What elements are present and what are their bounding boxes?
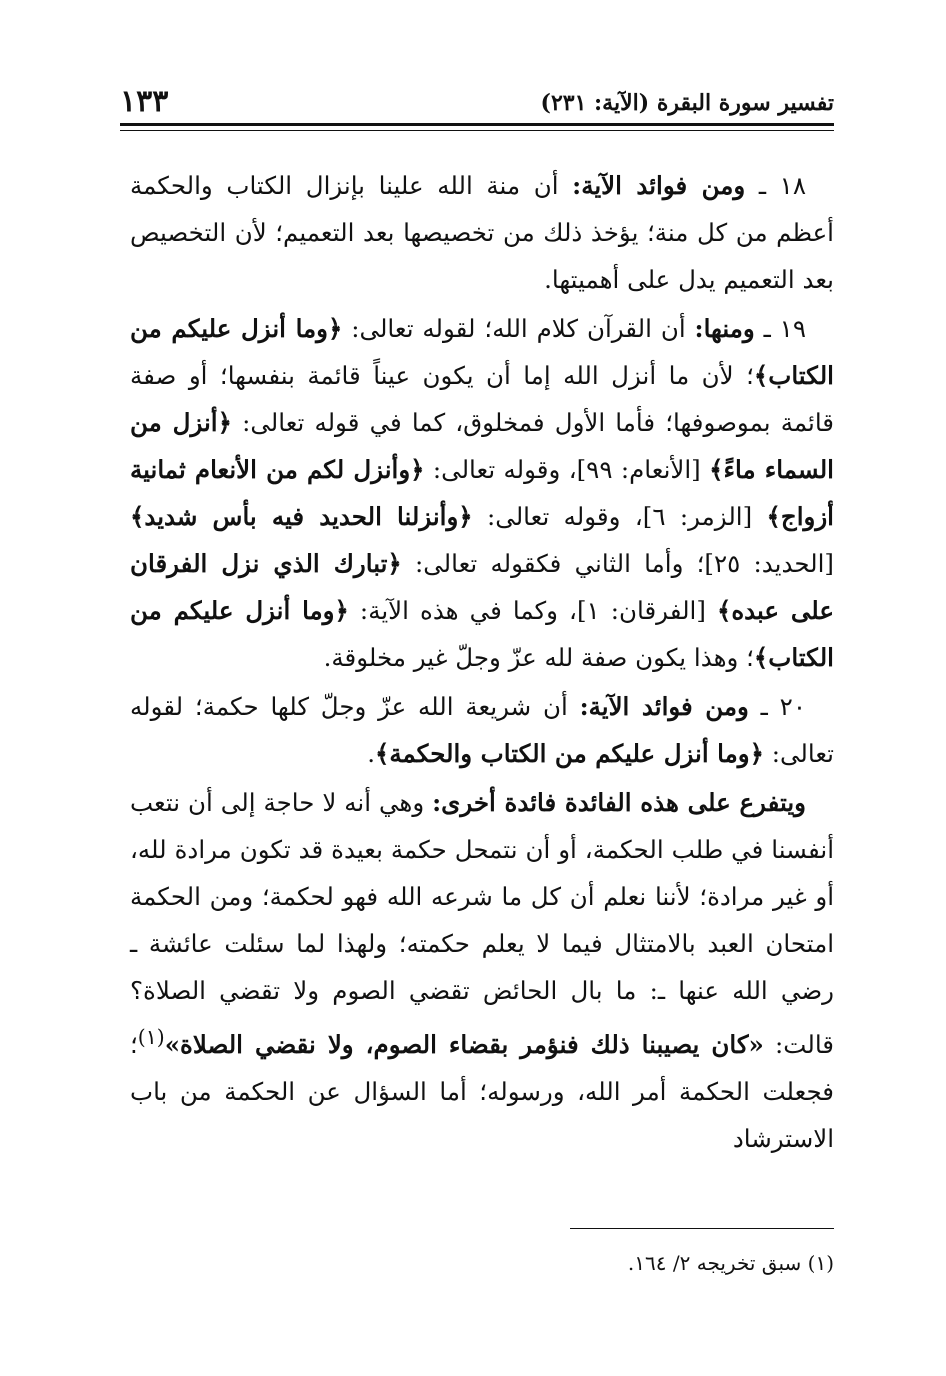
text-run: وهي أنه لا حاجة إلى أن نتعب أنفسنا في طلب الحكمة، أو أن نتمحل حكمة بعيدة قد تكون مرادة لله، أو غير مرادة؛ لأننا نعلم أن كل ما شرعه الله فهو لحكمة؛ ومن الحكمة امتحان العبد بالامتثال فيما لا يعلم حكمته؛ ولهذا لما سئلت عائشة ـ رضي الله عنها ـ: ما بال الحائض تقضي الصوم ولا تقضي الصلاة؟ قالت: <box>130 788 834 1060</box>
text-run: ؛ فجعلت الحكمة أمر الله، ورسوله؛ أما السؤال عن الحكمة من باب الاسترشاد <box>130 1030 834 1154</box>
text-run: [الفرقان: ١]، وكما في هذه الآية: <box>348 596 717 625</box>
footnote-separator <box>570 1228 834 1229</box>
text-run: ؛ لأن ما أنزل الله إما أن يكون عيناً قائمة بنفسها؛ أو صفة قائمة بموصوفها؛ فأما الأول فمخلوق، كما في قوله تعالى: <box>130 361 834 437</box>
bold-run: ﴿تبارك الذي نزل الفرقان على عبده﴾ <box>130 549 835 625</box>
text-run: أن شريعة الله عزّ وجلّ كلها حكمة؛ لقوله تعالى: <box>130 692 834 768</box>
text-run: . <box>367 739 376 768</box>
bold-run: ﴿أنزل من السماء ماءً﴾ <box>130 408 834 484</box>
bold-run: ﴿وما أنزل عليكم من الكتاب والحكمة﴾ <box>375 739 764 768</box>
bold-run: ومن فوائد الآية: <box>572 171 746 200</box>
paragraph <box>130 305 834 681</box>
text-run: ١٩ ـ <box>754 314 806 343</box>
text-run: [الزمر: ٦]، وقوله تعالى: <box>472 502 767 531</box>
footnote: (١) سبق تخريجه ٢/ ١٦٤. <box>627 1251 834 1275</box>
paragraph <box>130 779 834 1162</box>
text-run: ؛ وهذا يكون صفة لله عزّ وجلّ غير مخلوقة. <box>323 643 754 672</box>
bold-run: ومن فوائد الآية: <box>579 692 749 721</box>
bold-run: ومنها: <box>694 314 755 343</box>
text-run: أن القرآن كلام الله؛ لقوله تعالى: <box>342 314 695 343</box>
bold-run: ﴿وأنزل لكم من الأنعام ثمانية أزواج﴾ <box>130 455 834 531</box>
body-text <box>130 162 834 1164</box>
text-run: أن منة الله علينا بإنزال الكتاب والحكمة أعظم من كل منة؛ يؤخذ ذلك من تخصيصها بعد التعميم؛ لأن التخصيص بعد التعميم يدل على أهميتها. <box>130 171 834 294</box>
footnote-ref: (١) <box>137 1025 165 1049</box>
bold-run: ﴿وأنزلنا الحديد فيه بأس شديد﴾ <box>130 502 473 531</box>
header-rule-thin <box>120 130 834 131</box>
text-run: [الحديد: ٢٥]؛ وأما الثاني فكقوله تعالى: <box>401 549 834 578</box>
paragraph <box>130 683 834 777</box>
running-title: تفسير سورة البقرة (الآية: ٢٣١) <box>540 90 834 116</box>
header-rule-thick <box>120 123 834 126</box>
bold-run: ﴿وما أنزل عليكم من الكتاب﴾ <box>130 596 834 672</box>
text-run: ١٨ ـ <box>745 171 806 200</box>
bold-run: ﴿وما أنزل عليكم من الكتاب﴾ <box>130 314 834 390</box>
bold-run: «كان يصيبنا ذلك فنؤمر بقضاء الصوم، ولا نقضي الصلاة» <box>164 1030 764 1060</box>
text-run: ٢٠ ـ <box>748 692 806 721</box>
bold-run: ويتفرع على هذه الفائدة فائدة أخرى: <box>432 788 807 817</box>
page-header <box>120 86 834 126</box>
paragraph <box>130 162 834 303</box>
page-number: ١٣٣ <box>120 84 169 119</box>
text-run: [الأنعام: ٩٩]، وقوله تعالى: <box>424 455 710 484</box>
